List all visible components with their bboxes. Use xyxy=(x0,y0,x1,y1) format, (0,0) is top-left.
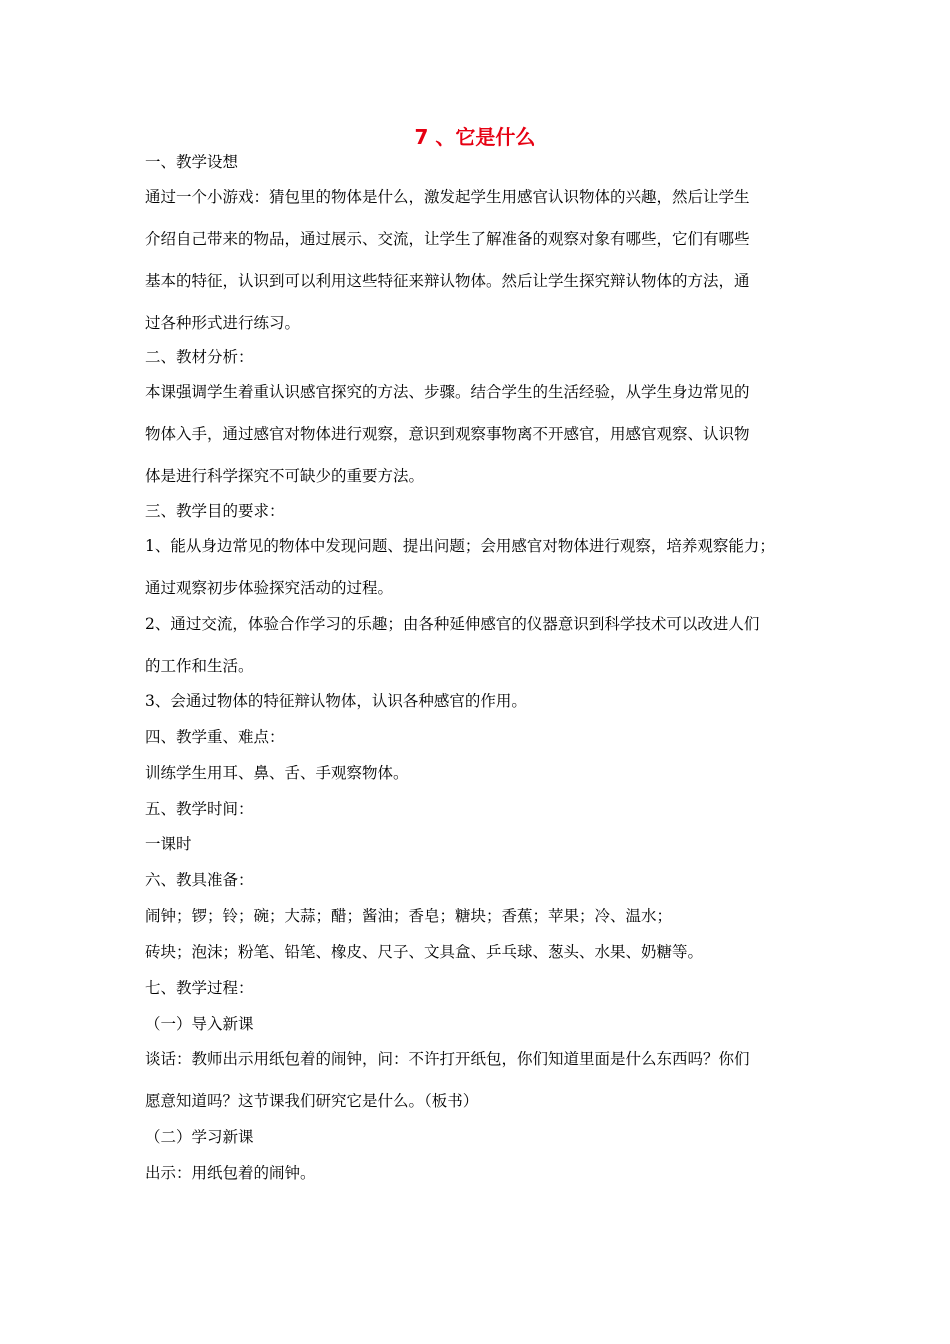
paragraph-line: 训练学生用耳、鼻、舌、手观察物体。 xyxy=(145,764,409,782)
paragraph-line: 物体入手，通过感官对物体进行观察，意识到观察事物离不开感官，用感官观察、认识物 xyxy=(145,425,750,443)
paragraph-line: 通过观察初步体验探究活动的过程。 xyxy=(145,579,394,597)
heading-teaching-aids: 六、教具准备： xyxy=(145,871,254,889)
paragraph-line: 愿意知道吗？这节课我们研究它是什么。（板书） xyxy=(145,1092,479,1110)
paragraph-line: 本课强调学生着重认识感官探究的方法、步骤。结合学生的生活经验，从学生身边常见的 xyxy=(145,383,750,401)
heading-teaching-idea: 一、教学设想 xyxy=(145,153,239,171)
paragraph-line: 3、会通过物体的特征辩认物体，认识各种感官的作用。 xyxy=(145,692,527,710)
paragraph-line: 2、通过交流，体验合作学习的乐趣；由各种延伸感官的仪器意识到科学技术可以改进人们 xyxy=(145,615,760,633)
heading-teaching-time: 五、教学时间： xyxy=(145,800,254,818)
paragraph-line: 谈话：教师出示用纸包着的闹钟，问：不许打开纸包，你们知道里面是什么东西吗？你们 xyxy=(145,1050,750,1068)
paragraph-line: 砖块；泡沫；粉笔、铅笔、橡皮、尺子、文具盒、乒乓球、葱头、水果、奶糖等。 xyxy=(145,943,704,961)
paragraph-line: 1、能从身边常见的物体中发现问题、提出问题；会用感官对物体进行观察，培养观察能力； xyxy=(145,537,775,555)
heading-teaching-goals: 三、教学目的要求： xyxy=(145,502,285,520)
paragraph-line: 过各种形式进行练习。 xyxy=(145,314,301,332)
paragraph-line: 介绍自己带来的物品，通过展示、交流，让学生了解准备的观察对象有哪些，它们有哪些 xyxy=(145,230,750,248)
subheading-new-lesson: （二）学习新课 xyxy=(145,1128,254,1146)
subheading-introduction: （一）导入新课 xyxy=(145,1015,254,1033)
paragraph-line: 通过一个小游戏：猜包里的物体是什么，激发起学生用感官认识物体的兴趣，然后让学生 xyxy=(145,188,750,206)
heading-key-points: 四、教学重、难点： xyxy=(145,728,285,746)
document-title: 7 、它是什么 xyxy=(414,125,536,149)
heading-material-analysis: 二、教材分析： xyxy=(145,348,254,366)
paragraph-line: 基本的特征，认识到可以利用这些特征来辩认物体。然后让学生探究辩认物体的方法，通 xyxy=(145,272,750,290)
paragraph-line: 的工作和生活。 xyxy=(145,657,254,675)
heading-teaching-process: 七、教学过程： xyxy=(145,979,254,997)
paragraph-line: 闹钟；锣；铃；碗；大蒜；醋；酱油；香皂；糖块；香蕉；苹果；冷、温水； xyxy=(145,907,673,925)
paragraph-line: 一课时 xyxy=(145,835,192,853)
paragraph-line: 体是进行科学探究不可缺少的重要方法。 xyxy=(145,467,425,485)
paragraph-line: 出示：用纸包着的闹钟。 xyxy=(145,1164,316,1182)
